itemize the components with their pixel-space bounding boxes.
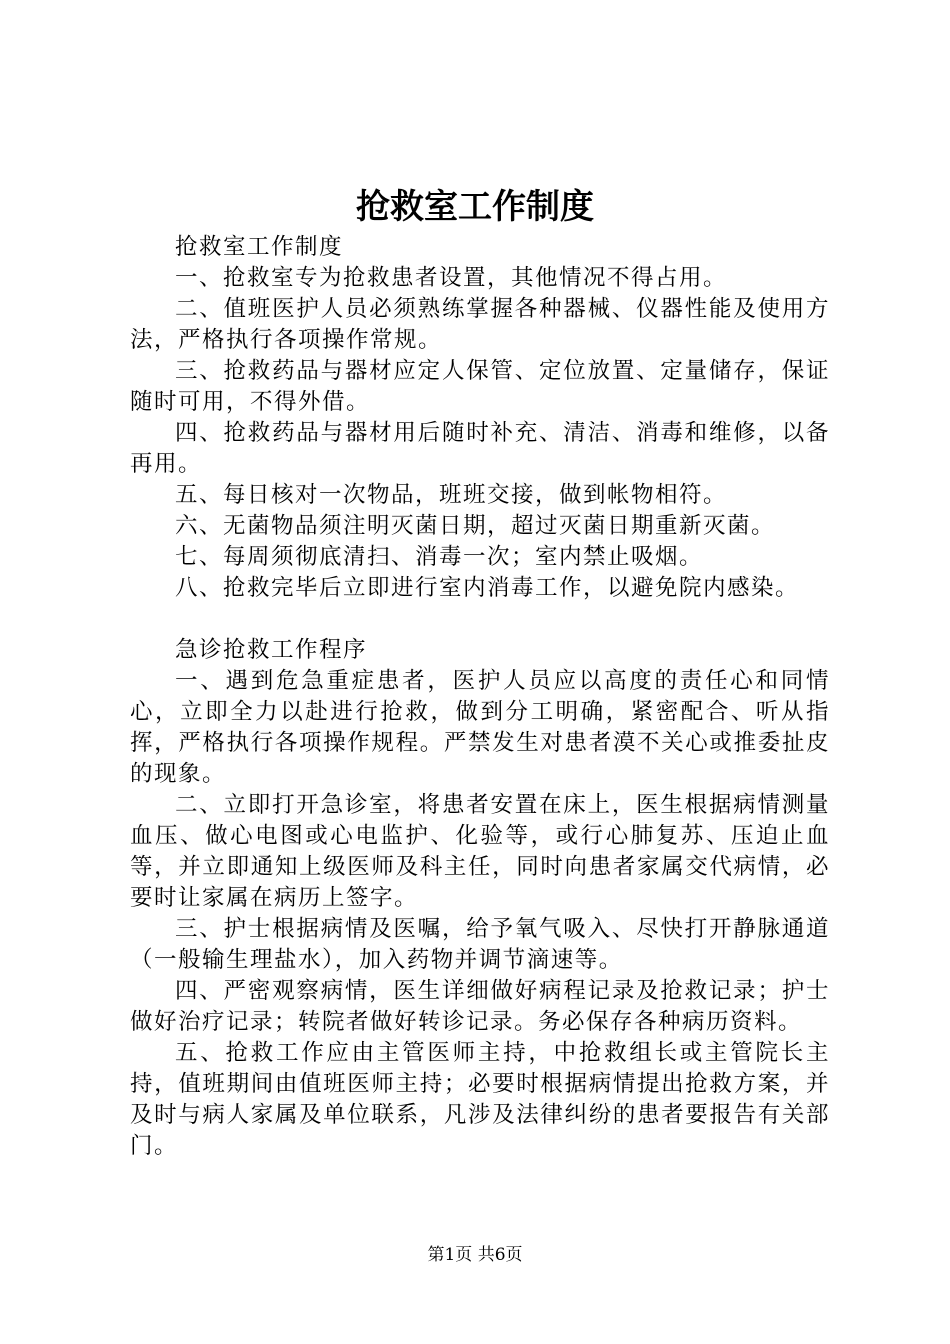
- rule-item: 一、抢救室专为抢救患者设置，其他情况不得占用。: [175, 265, 728, 291]
- section-spacer: [130, 604, 830, 635]
- section-heading: 抢救室工作制度: [175, 234, 344, 260]
- page-footer: 第1页 共6页: [427, 1245, 523, 1265]
- rule-item: 六、无菌物品须注明灭菌日期，超过灭菌日期重新灭菌。: [175, 513, 776, 539]
- procedure-item: 四、严密观察病情，医生详细做好病程记录及抢救记录；护士做好治疗记录；转院者做好转诊记录。务必保存各种病历资料。: [130, 978, 830, 1035]
- section-heading: 急诊抢救工作程序: [175, 637, 368, 663]
- procedure-item: 五、抢救工作应由主管医师主持，中抢救组长或主管院长主持，值班期间由值班医师主持；必要时根据病情提出抢救方案，并及时与病人家属及单位联系，凡涉及法律纠纷的患者要报告有关部门。: [130, 1040, 830, 1159]
- rule-item: 七、每周须彻底清扫、消毒一次；室内禁止吸烟。: [175, 544, 704, 570]
- page-title: 抢救室工作制度: [356, 187, 594, 227]
- rule-item: 四、抢救药品与器材用后随时补充、清洁、消毒和维修，以备再用。: [130, 420, 830, 477]
- rule-item: 八、抢救完毕后立即进行室内消毒工作，以避免院内感染。: [175, 575, 800, 601]
- document-body: [130, 232, 830, 1162]
- rule-item: 三、抢救药品与器材应定人保管、定位放置、定量储存，保证随时可用，不得外借。: [130, 358, 830, 415]
- procedure-item: 二、立即打开急诊室，将患者安置在床上，医生根据病情测量血压、做心电图或心电监护、化验等，或行心肺复苏、压迫止血等，并立即通知上级医师及科主任，同时向患者家属交代病情，必要时让家属在病历上签字。: [130, 792, 830, 911]
- procedure-item: 三、护士根据病情及医嘱，给予氧气吸入、尽快打开静脉通道（一般输生理盐水），加入药物并调节滴速等。: [130, 916, 830, 973]
- rule-item: 二、值班医护人员必须熟练掌握各种器械、仪器性能及使用方法，严格执行各项操作常规。: [130, 296, 830, 353]
- procedure-item: 一、遇到危急重症患者，医护人员应以高度的责任心和同情心，立即全力以赴进行抢救，做到分工明确，紧密配合、听从指挥，严格执行各项操作规程。严禁发生对患者漠不关心或推委扯皮的现象。: [130, 668, 830, 787]
- rule-item: 五、每日核对一次物品，班班交接，做到帐物相符。: [175, 482, 728, 508]
